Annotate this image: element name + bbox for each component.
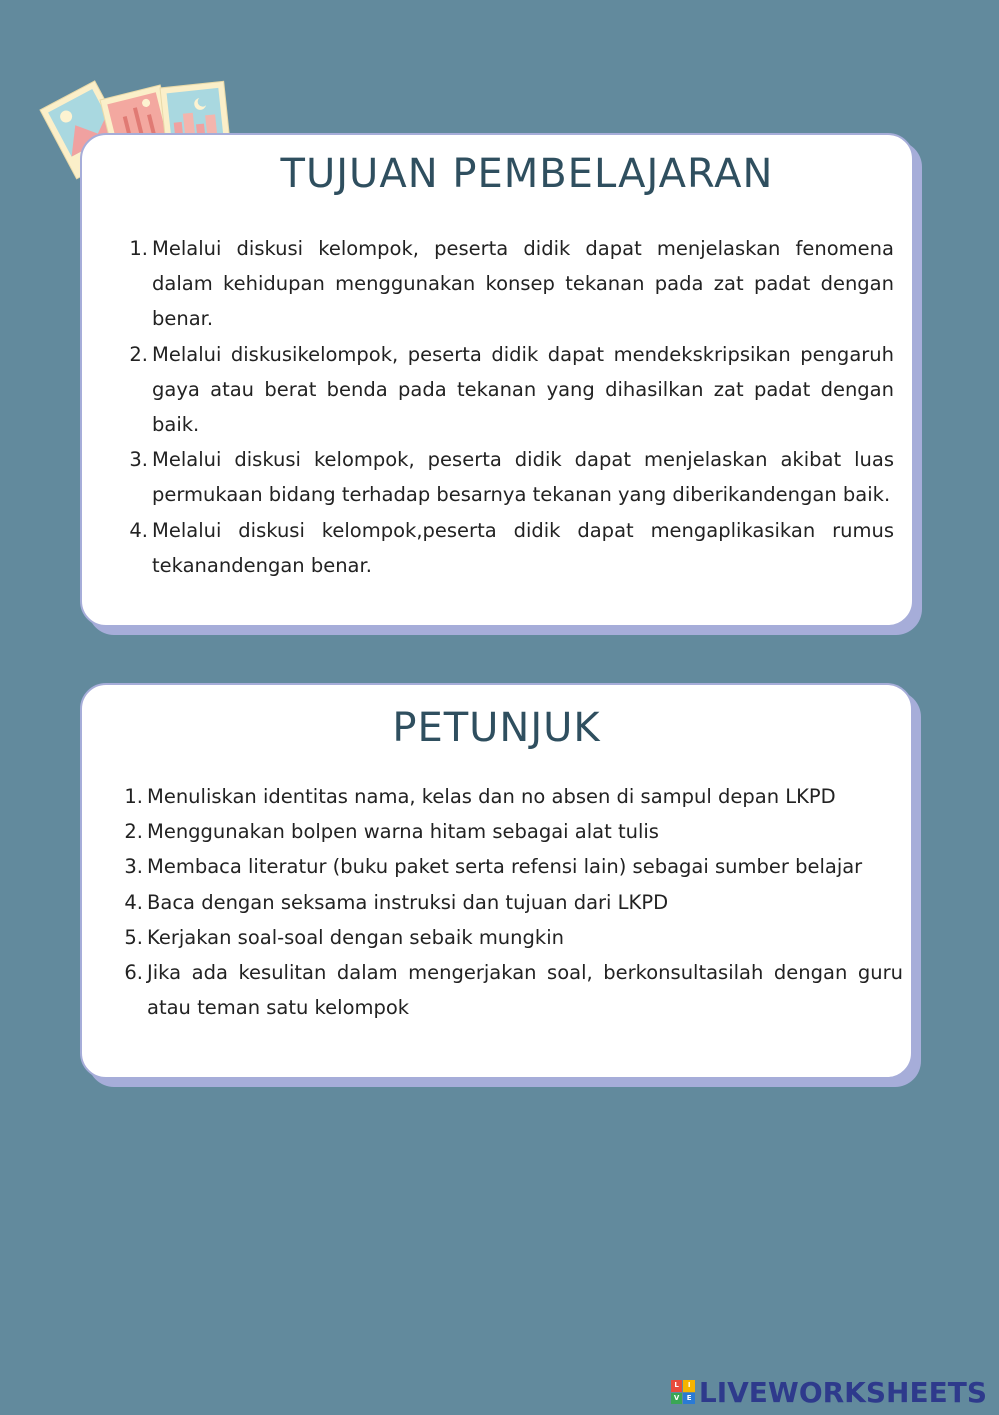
tujuan-item-text: Melalui diskusi kelompok,peserta didik dapat mengaplikasikan rumus tekanandengan benar. — [152, 518, 894, 577]
logo-letter: E — [683, 1393, 695, 1405]
petunjuk-item-number: 2. — [124, 820, 143, 844]
petunjuk-item-text: Membaca literatur (buku paket serta refensi lain) sebagai sumber belajar — [147, 855, 863, 879]
petunjuk-item — [124, 955, 903, 1025]
petunjuk-item-number: 6. — [124, 961, 143, 985]
tujuan-item — [129, 513, 894, 583]
petunjuk-item-number: 5. — [124, 925, 143, 949]
liveworksheets-logo-icon — [671, 1380, 695, 1404]
tujuan-item-number: 3. — [129, 448, 148, 472]
petunjuk-item-number: 1. — [124, 785, 143, 808]
tujuan-item — [129, 442, 894, 512]
logo-letter: V — [671, 1393, 683, 1405]
petunjuk-item-text: Kerjakan soal-soal dengan sebaik mungkin — [147, 925, 564, 949]
petunjuk-item-text: Baca dengan seksama instruksi dan tujuan dari LKPD — [147, 890, 669, 914]
petunjuk-list — [124, 779, 903, 1025]
tujuan-item-text: Melalui diskusi kelompok, peserta didik dapat menjelaskan akibat luas permukaan bidang terhadap besarnya tekanan yang diberikandengan baik. — [152, 448, 894, 507]
petunjuk-item-text: Jika ada kesulitan dalam mengerjakan soal, berkonsultasilah dengan guru atau teman satu kelompok — [147, 961, 903, 1020]
logo-letter: I — [683, 1380, 695, 1392]
tujuan-item — [129, 231, 894, 337]
petunjuk-item — [124, 814, 903, 849]
petunjuk-title: PETUNJUK — [392, 705, 601, 751]
tujuan-item-number: 1. — [129, 237, 148, 260]
petunjuk-item-text: Menggunakan bolpen warna hitam sebagai alat tulis — [147, 820, 659, 844]
tujuan-item-number: 4. — [129, 518, 148, 542]
brand-name: LIVEWORKSHEETS — [698, 1375, 987, 1409]
tujuan-list — [129, 231, 894, 583]
tujuan-title: TUJUAN PEMBELAJARAN — [280, 151, 774, 197]
petunjuk-item — [124, 920, 903, 955]
liveworksheets-logo — [671, 1375, 987, 1409]
petunjuk-item — [124, 885, 903, 920]
petunjuk-item — [124, 779, 903, 814]
logo-letter: L — [671, 1380, 683, 1392]
tujuan-item — [129, 337, 894, 443]
petunjuk-item-number: 4. — [124, 890, 143, 914]
tujuan-item-text: Melalui diskusikelompok, peserta didik dapat mendekskripsikan pengaruh gaya atau berat benda pada tekanan yang dihasilkan zat padat dengan baik. — [152, 342, 894, 437]
petunjuk-item-number: 3. — [124, 855, 143, 879]
tujuan-item-text: Melalui diskusi kelompok, peserta didik dapat menjelaskan fenomena dalam kehidupan menggunakan konsep tekanan pada zat padat dengan benar. — [152, 237, 894, 331]
petunjuk-item-text: Menuliskan identitas nama, kelas dan no absen di sampul depan LKPD — [147, 785, 836, 808]
petunjuk-item — [124, 849, 903, 884]
petunjuk-card — [80, 683, 913, 1079]
tujuan-item-number: 2. — [129, 342, 148, 366]
tujuan-card — [80, 133, 914, 627]
